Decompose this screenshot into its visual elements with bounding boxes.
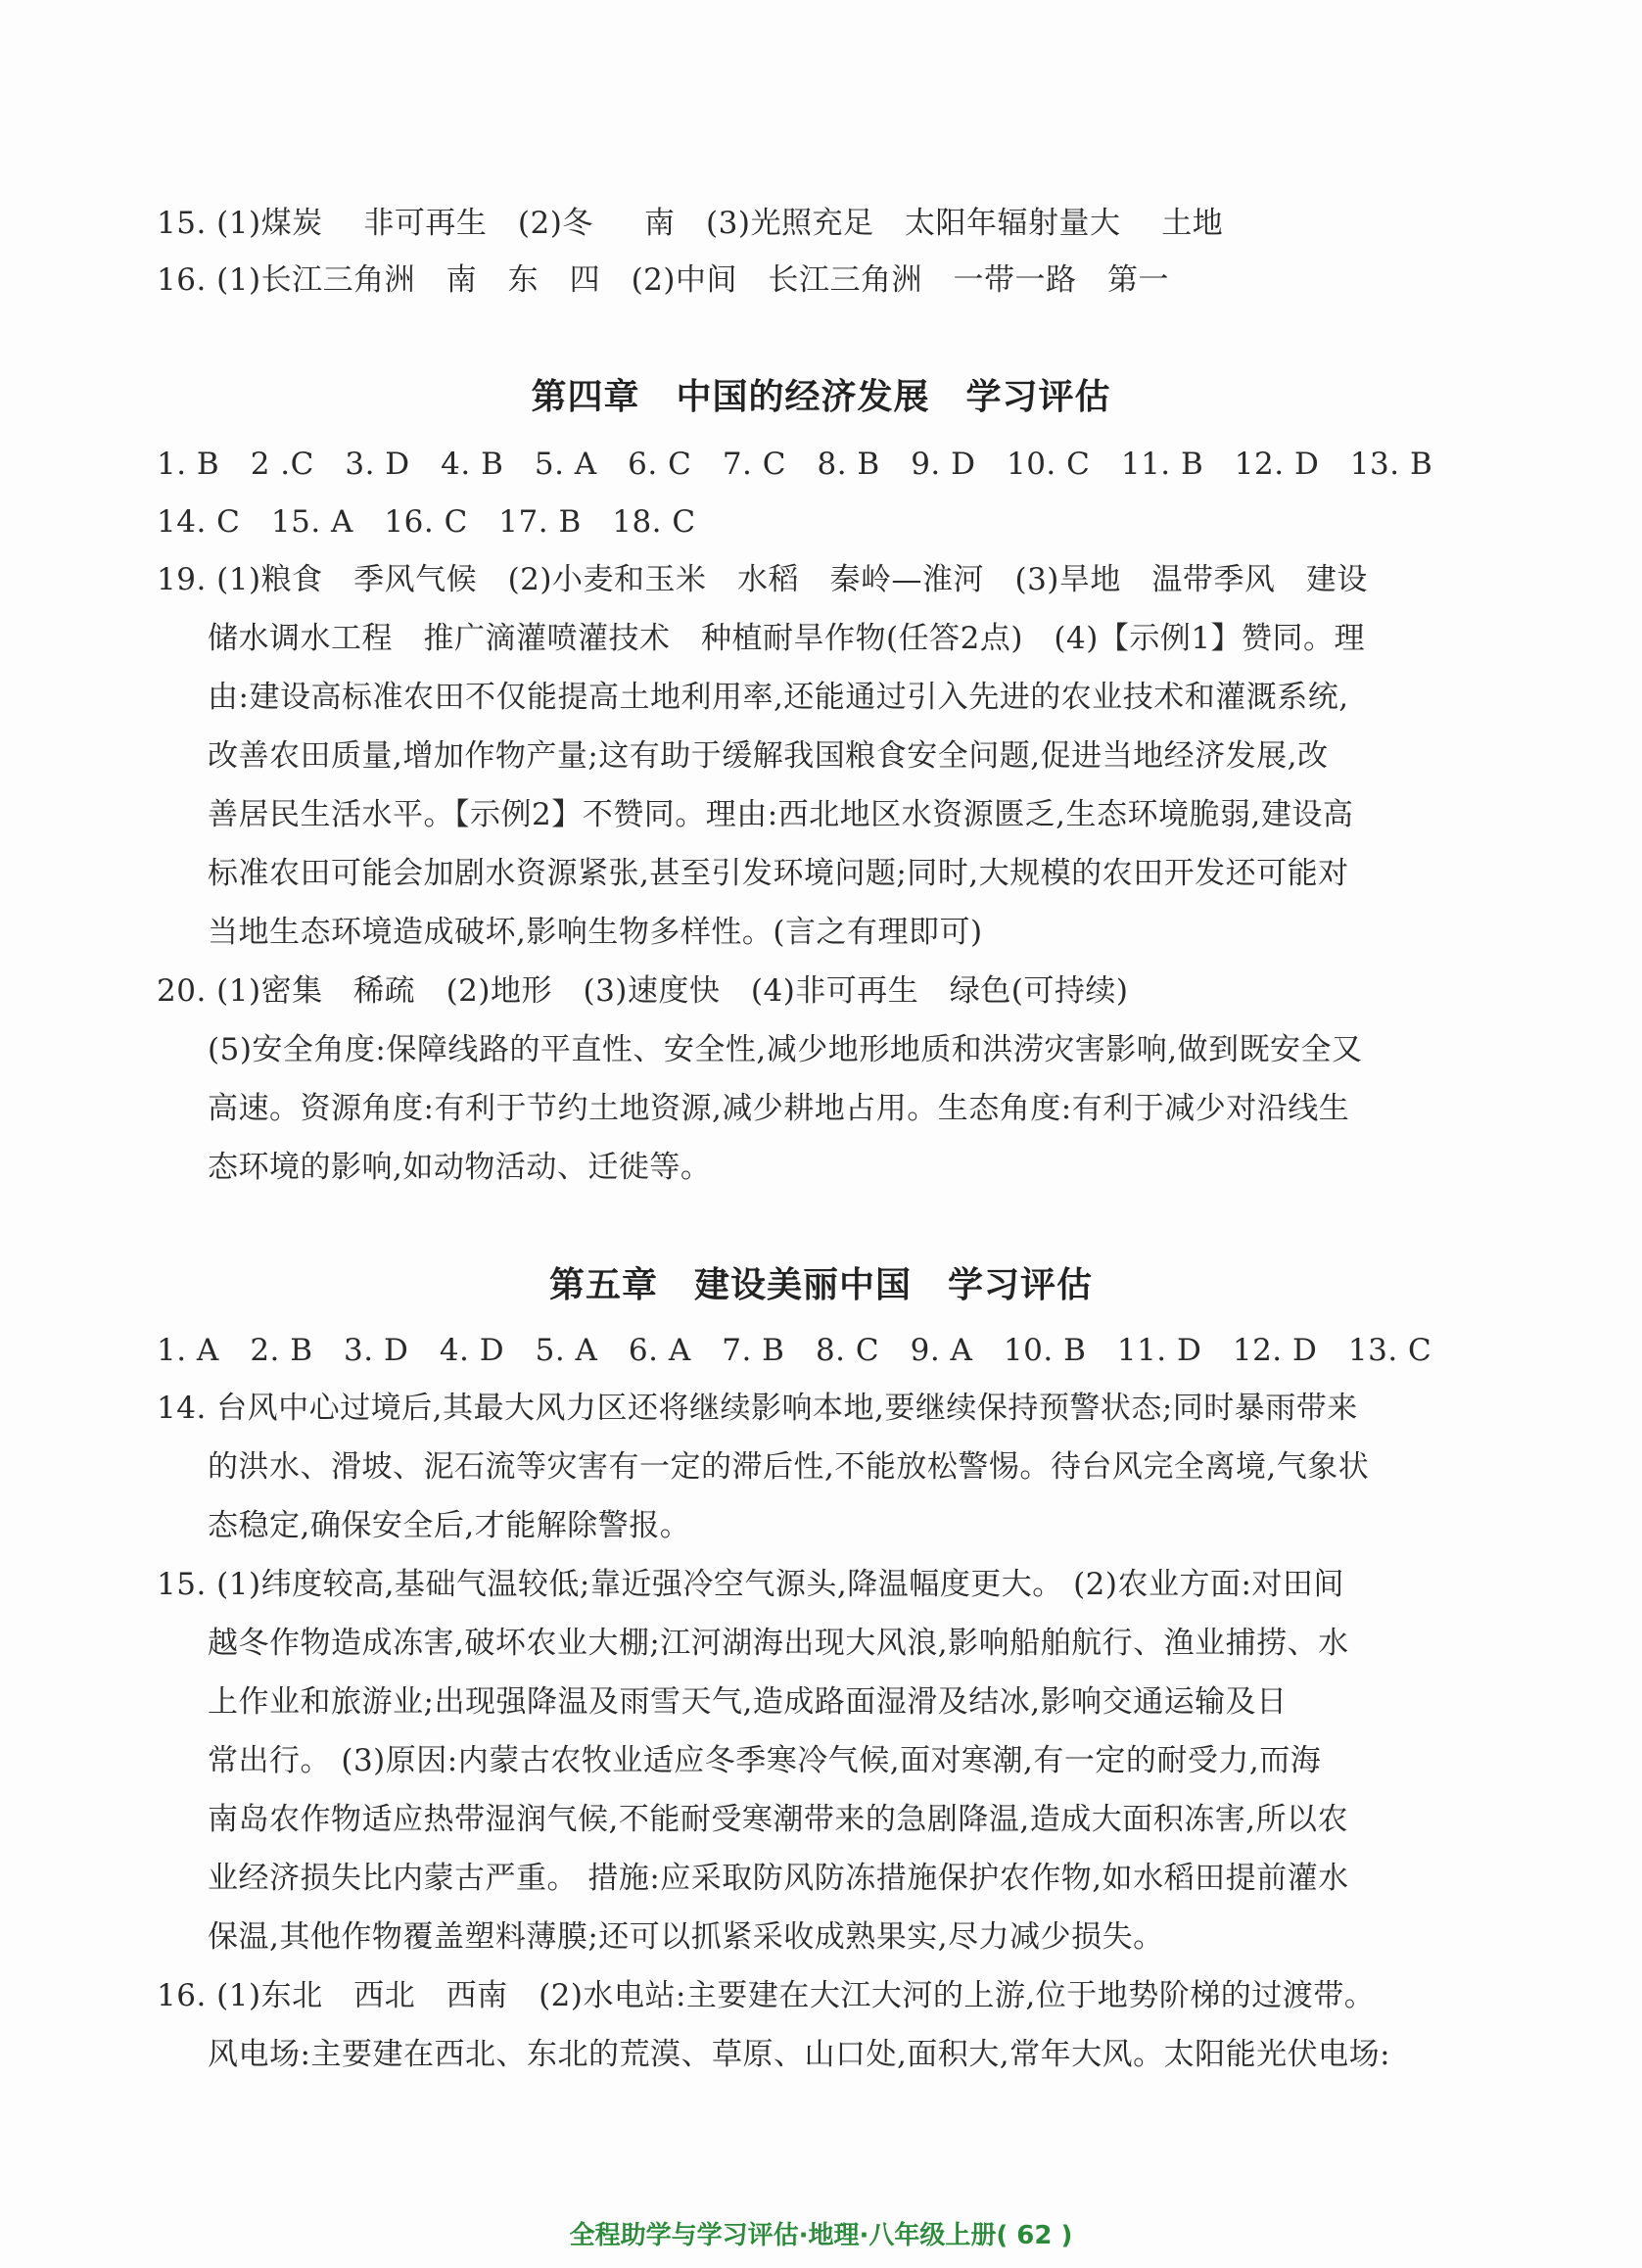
answer-line: 改善农田质量,增加作物产量;这有助于缓解我国粮食安全问题,促进当地经济发展,改 xyxy=(208,738,1329,774)
answer-line: 由:建设高标准农田不仅能提高土地利用率,还能通过引入先进的农业技术和灌溉系统, xyxy=(208,680,1349,715)
answer-line: (5)安全角度:保障线路的平直性、安全性,减少地形地质和洪涝灾害影响,做到既安全又 xyxy=(208,1032,1363,1067)
answer-line: 标准农田可能会加剧水资源紧张,甚至引发环境问题;同时,大规模的农田开发还可能对 xyxy=(208,856,1349,891)
page-footer: 全程助学与学习评估·地理·八年级上册( 62 ) xyxy=(569,2221,1073,2250)
chapter-5-heading: 第五章 建设美丽中国 学习评估 xyxy=(548,1265,1093,1305)
answer-line: 保温,其他作物覆盖塑料薄膜;还可以抓紧采收成熟果实,尽力减少损失。 xyxy=(208,1919,1164,1955)
answer-line: 南岛农作物适应热带湿润气候,不能耐受寒潮带来的急剧降温,造成大面积冻害,所以农 xyxy=(208,1802,1349,1837)
answer-line: 高速。资源角度:有利于节约土地资源,减少耕地占用。生态角度:有利于减少对沿线生 xyxy=(208,1091,1350,1126)
answer-line: 14. C 15. A 16. C 17. B 18. C xyxy=(157,504,696,540)
answer-line: 16. (1)东北 西北 西南 (2)水电站:主要建在大江大河的上游,位于地势阶梯的过渡带。 xyxy=(157,1978,1376,2013)
answer-line: 常出行。 (3)原因:内蒙古农牧业适应冬季寒冷气候,面对寒潮,有一定的耐受力,而海 xyxy=(208,1743,1322,1778)
answer-line: 19. (1)粮食 季风气候 (2)小麦和玉米 水稻 秦岭—淮河 (3)旱地 温带季风 建设 xyxy=(157,562,1368,597)
answer-line: 15. (1)煤炭 非可再生 (2)冬 南 (3)光照充足 太阳年辐射量大 土地 xyxy=(157,206,1224,241)
answer-line: 储水调水工程 推广滴灌喷灌技术 种植耐旱作物(任答2点) (4)【示例1】赞同。理 xyxy=(208,621,1366,656)
chapter-4-heading: 第四章 中国的经济发展 学习评估 xyxy=(531,377,1111,417)
answer-line: 1. A 2. B 3. D 4. D 5. A 6. A 7. B 8. C 9. A 10. B 11. D 12. D 13. C xyxy=(157,1333,1432,1368)
answer-line: 业经济损失比内蒙古严重。 措施:应采取防风防冻措施保护农作物,如水稻田提前灌水 xyxy=(208,1861,1349,1896)
answer-line: 15. (1)纬度较高,基础气温较低;靠近强冷空气源头,降温幅度更大。 (2)农业方面:对田间 xyxy=(157,1567,1344,1602)
answer-line: 态稳定,确保安全后,才能解除警报。 xyxy=(208,1508,691,1543)
answer-line: 越冬作物造成冻害,破坏农业大棚;江河湖海出现大风浪,影响船舶航行、渔业捕捞、水 xyxy=(208,1626,1349,1661)
answer-line: 风电场:主要建在西北、东北的荒漠、草原、山口处,面积大,常年大风。太阳能光伏电场: xyxy=(208,2037,1391,2072)
answer-line: 1. B 2 .C 3. D 4. B 5. A 6. C 7. C 8. B 9. D 10. C 11. B 12. D 13. B xyxy=(157,447,1433,482)
answer-line: 善居民生活水平。【示例2】不赞同。理由:西北地区水资源匮乏,生态环境脆弱,建设高 xyxy=(208,797,1354,832)
answer-line: 上作业和旅游业;出现强降温及雨雪天气,造成路面湿滑及结冰,影响交通运输及日 xyxy=(208,1684,1288,1720)
answer-line: 态环境的影响,如动物活动、迁徙等。 xyxy=(208,1150,712,1185)
answer-line: 当地生态环境造成破坏,影响生物多样性。(言之有理即可) xyxy=(208,915,983,950)
answer-line: 的洪水、滑坡、泥石流等灾害有一定的滞后性,不能放松警惕。待台风完全离境,气象状 xyxy=(208,1449,1370,1485)
answer-line: 16. (1)长江三角洲 南 东 四 (2)中间 长江三角洲 一带一路 第一 xyxy=(157,262,1169,298)
answer-line: 14. 台风中心过境后,其最大风力区还将继续影响本地,要继续保持预警状态;同时暴雨带来 xyxy=(157,1391,1358,1426)
answer-line: 20. (1)密集 稀疏 (2)地形 (3)速度快 (4)非可再生 绿色(可持续) xyxy=(157,973,1129,1009)
